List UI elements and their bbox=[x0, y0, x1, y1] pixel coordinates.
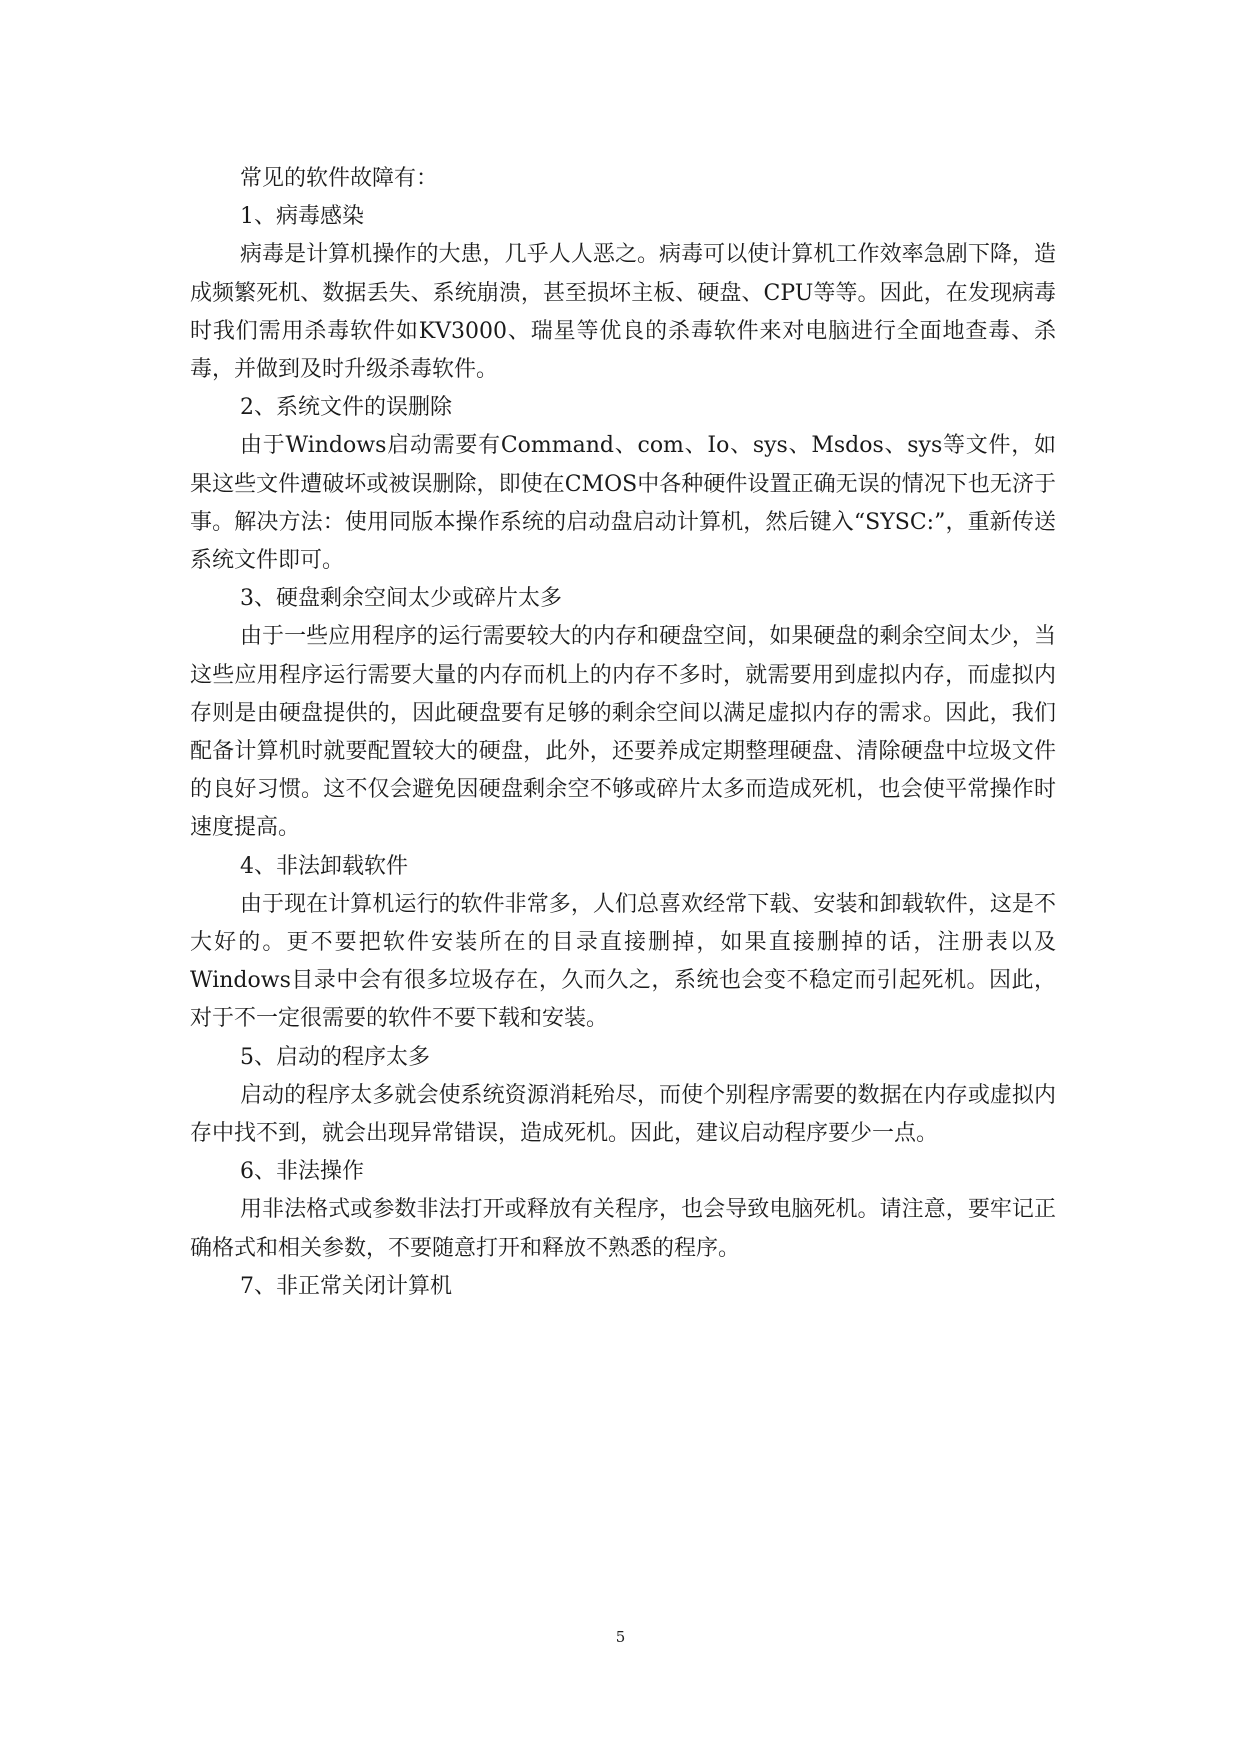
paragraph-uninstall: 由于现在计算机运行的软件非常多，人们总喜欢经常下载、安装和卸载软件，这是不大好的。更不要把软件安装所在的目录直接删掉，如果直接删掉的话，注册表以及Windows目录中会有很多垃圾存在，久而久之，系统也会变不稳定而引起死机。因此，对于不一定很需要的软件不要下载和安装。 bbox=[190, 891, 1056, 1032]
page-number: 5 bbox=[615, 1628, 626, 1646]
section-heading-virus: 1、病毒感染 bbox=[240, 204, 364, 230]
section-heading-system-files: 2、系统文件的误删除 bbox=[240, 395, 452, 421]
section-heading-startup: 5、启动的程序太多 bbox=[240, 1044, 430, 1070]
intro-line: 常见的软件故障有： bbox=[240, 166, 439, 191]
section-heading-shutdown: 7、非正常关闭计算机 bbox=[240, 1273, 452, 1299]
paragraph-system-files: 由于Windows启动需要有Command、com、Io、sys、Msdos、sys等文件，如果这些文件遭破坏或被误删除，即使在CMOS中各种硬件设置正确无误的情况下也无济于事。解决方法：使用同版本操作系统的启动盘启动计算机，然后键入“SYSC:”，重新传送系统文件即可。 bbox=[190, 433, 1056, 574]
paragraph-illegal-operation: 用非法格式或参数非法打开或释放有关程序，也会导致电脑死机。请注意，要牢记正确格式和相关参数，不要随意打开和释放不熟悉的程序。 bbox=[190, 1197, 1056, 1261]
section-heading-disk-space: 3、硬盘剩余空间太少或碎片太多 bbox=[240, 586, 562, 612]
section-heading-uninstall: 4、非法卸载软件 bbox=[240, 853, 408, 879]
paragraph-disk-space: 由于一些应用程序的运行需要较大的内存和硬盘空间，如果硬盘的剩余空间太少，当这些应用程序运行需要大量的内存而机上的内存不多时，就需要用到虚拟内存，而虚拟内存则是由硬盘提供的，因此硬盘要有足够的剩余空间以满足虚拟内存的需求。因此，我们配备计算机时就要配置较大的硬盘，此外，还要养成定期整理硬盘、清除硬盘中垃圾文件的良好习惯。这不仅会避免因硬盘剩余空不够或碎片太多而造成死机，也会使平常操作时速度提高。 bbox=[190, 624, 1056, 841]
document-body bbox=[190, 160, 1056, 1306]
paragraph-virus: 病毒是计算机操作的大患，几乎人人恶之。病毒可以使计算机工作效率急剧下降，造成频繁死机、数据丢失、系统崩溃，甚至损坏主板、硬盘、CPU等等。因此，在发现病毒时我们需用杀毒软件如KV3000、瑞星等优良的杀毒软件来对电脑进行全面地查毒、杀毒，并做到及时升级杀毒软件。 bbox=[190, 242, 1056, 383]
paragraph-startup: 启动的程序太多就会使系统资源消耗殆尽，而使个别程序需要的数据在内存或虚拟内存中找不到，就会出现异常错误，造成死机。因此，建议启动程序要少一点。 bbox=[190, 1082, 1056, 1147]
section-heading-illegal-operation: 6、非法操作 bbox=[240, 1159, 364, 1185]
